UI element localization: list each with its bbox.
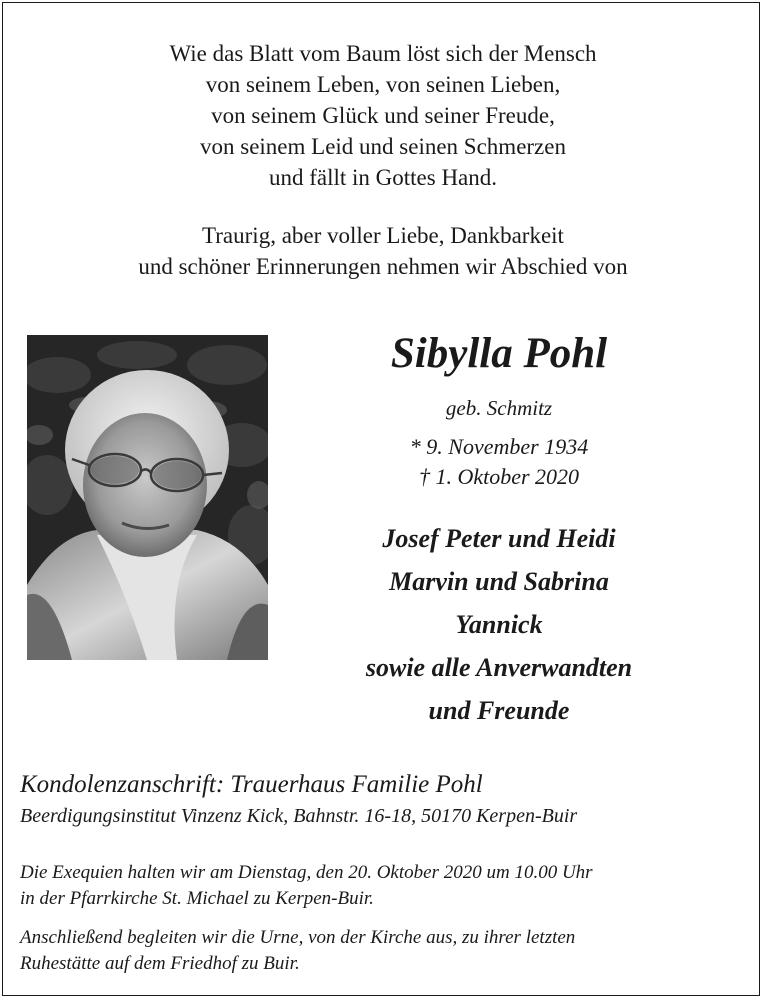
life-dates [268,432,730,492]
portrait-photo [27,335,268,660]
burial-line: Ruhestätte auf dem Friedhof zu Buir. [20,953,300,974]
mourners-list [268,517,730,732]
poem-line: und fällt in Gottes Hand. [268,165,498,190]
death-date: † 1. Oktober 2020 [418,464,580,489]
condolence-address: Kondolenzanschrift: Trauerhaus Familie Pohl [20,771,483,798]
service-line: Die Exequien halten wir am Dienstag, den 20. Oktober 2020 um 10.00 Uhr [20,862,593,883]
poem-line: von seinem Leid und seinen Schmerzen [200,134,566,159]
poem-line: von seinem Leben, von seinen Lieben, [205,72,561,97]
mourner-line: Marvin und Sabrina [389,567,609,596]
deceased-name: Sibylla Pohl [390,330,608,377]
poem [0,38,766,193]
birth-date: * 9. November 1934 [409,434,589,459]
intro-line: und schöner Erinnerungen nehmen wir Abschied von [138,254,628,279]
farewell-intro [0,220,766,282]
intro-line: Traurig, aber voller Liebe, Dankbarkeit [202,223,564,248]
maiden-name: geb. Schmitz [445,396,553,420]
burial-line: Anschließend begleiten wir die Urne, von der Kirche aus, zu ihrer letzten [20,927,576,948]
funeral-institute: Beerdigungsinstitut Vinzenz Kick, Bahnstr. 16-18, 50170 Kerpen-Buir [20,805,578,827]
mourner-line: und Freunde [428,696,570,725]
mourner-line: sowie alle Anverwandten [365,653,633,682]
poem-line: von seinem Glück und seiner Freude, [211,103,555,128]
poem-line: Wie das Blatt vom Baum löst sich der Mensch [169,41,597,66]
burial-info [20,925,750,977]
mourner-line: Yannick [455,610,543,639]
service-line: in der Pfarrkirche St. Michael zu Kerpen-Buir. [20,888,374,909]
mourner-line: Josef Peter und Heidi [382,524,616,553]
service-info [20,860,750,912]
